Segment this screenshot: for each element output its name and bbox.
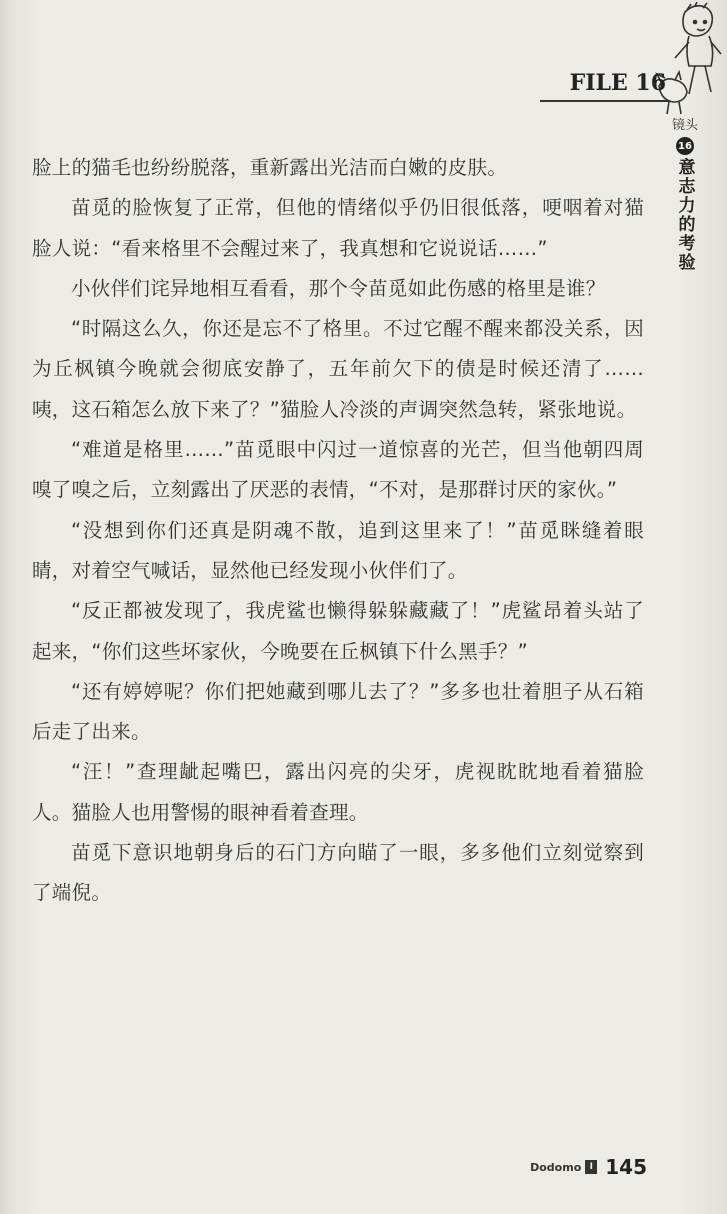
brand-name: Dodomo xyxy=(530,1160,582,1174)
paragraph: “时隔这么久，你还是忘不了格里。不过它醒不醒来都没关系，因为丘枫镇今晚就会彻底安静了，五年前欠下的债是时候还清了……咦，这石箱怎么放下来了？”猫脸人冷淡的声调突然急转，紧张地说。 xyxy=(32,317,644,421)
side-chapter-title: 意志力的考验 xyxy=(674,158,695,272)
paragraph: “没想到你们还真是阴魂不散，追到这里来了！”苗觅眯缝着眼睛，对着空气喊话，显然他已经发现小伙伴们了。 xyxy=(32,518,644,582)
file-label: FILE 16 xyxy=(569,70,666,96)
body-text xyxy=(32,148,644,914)
brand-mark: I xyxy=(585,1160,597,1174)
paragraph: 苗觅下意识地朝身后的石门方向瞄了一眼，多多他们立刻觉察到了端倪。 xyxy=(32,841,644,905)
side-chapter-number: 16 xyxy=(676,137,694,155)
paragraph: 小伙伴们诧异地相互看看，那个令苗觅如此伤感的格里是谁？ xyxy=(71,276,606,300)
page-number: 145 xyxy=(605,1155,647,1179)
paragraph: “反正都被发现了，我虎鲨也懒得躲躲藏藏了！”虎鲨昂着头站了起来，“你们这些坏家伙，今晚要在丘枫镇下什么黑手？” xyxy=(32,599,644,663)
side-chapter-label: 镜头 xyxy=(671,118,698,133)
paragraph: “难道是格里……”苗觅眼中闪过一道惊喜的光芒，但当他朝四周嗅了嗅之后，立刻露出了厌恶的表情，“不对，是那群讨厌的家伙。” xyxy=(32,438,644,502)
file-header xyxy=(540,70,670,102)
paragraph: 苗觅的脸恢复了正常，但他的情绪似乎仍旧很低落，哽咽着对猫脸人说：“看来格里不会醒过来了，我真想和它说说话……” xyxy=(32,196,644,260)
paragraph: 脸上的猫毛也纷纷脱落，重新露出光洁而白嫩的皮肤。 xyxy=(32,156,508,179)
side-chapter-tab xyxy=(668,114,702,272)
page-footer xyxy=(530,1155,647,1179)
paragraph: “还有婷婷呢？你们把她藏到哪儿去了？”多多也壮着胆子从石箱后走了出来。 xyxy=(32,679,644,744)
paragraph: “汪！”查理龇起嘴巴，露出闪亮的尖牙，虎视眈眈地看着猫脸人。猫脸人也用警惕的眼神看着查理。 xyxy=(32,760,644,824)
mascot-illustration-icon xyxy=(655,2,727,120)
